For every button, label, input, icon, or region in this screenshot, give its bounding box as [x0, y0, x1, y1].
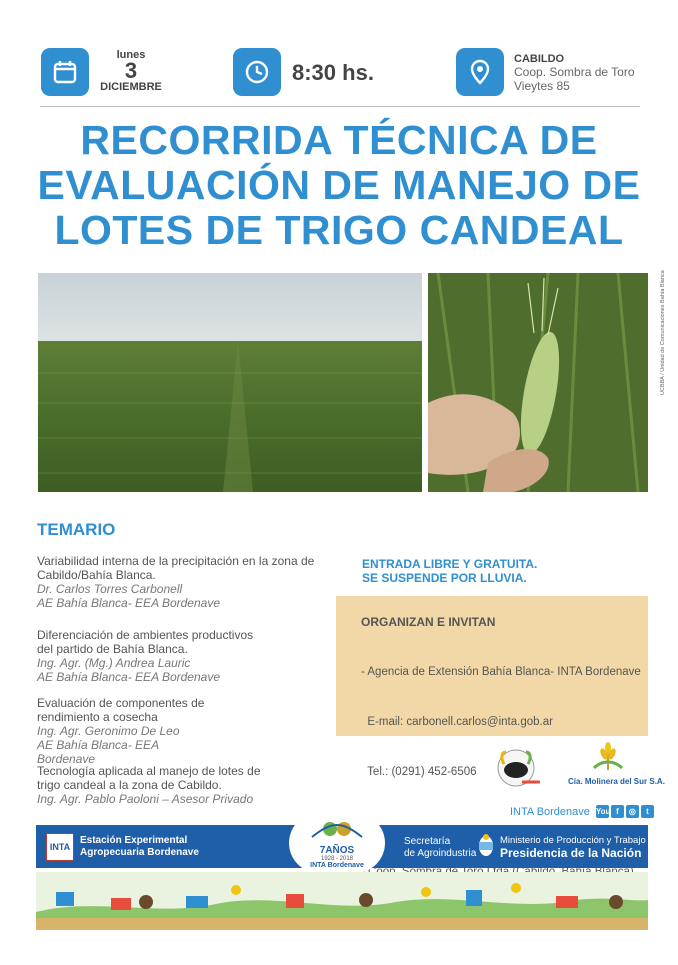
ministry-line-2: Presidencia de la Nación: [500, 846, 642, 860]
clock-icon: [233, 48, 281, 96]
topic-title: Variabilidad interna de la precipitación en la zona de Cabildo/Bahía Blanca.: [37, 554, 315, 582]
title-line-2: EVALUACIÓN DE MANEJO DE: [37, 162, 641, 208]
secretaria-line-1: Secretaría: [404, 836, 451, 847]
title-line-1: RECORRIDA TÉCNICA DE: [80, 117, 598, 163]
topic-speaker: Dr. Carlos Torres Carbonell: [37, 582, 183, 596]
topic-title: Diferenciación de ambientes productivos del partido de Bahía Blanca.: [37, 628, 254, 656]
topic-item: [37, 628, 267, 684]
organizers-box: [336, 596, 648, 778]
social-label: INTA Bordenave: [510, 805, 590, 818]
anniversary-logo: [289, 813, 385, 873]
title-line-3: LOTES DE TRIGO CANDEAL: [54, 207, 624, 253]
side-credit: UCBBA / Unidad de Comunicaciones Bahía Blanca: [660, 270, 666, 395]
station-line-1: Estación Experimental: [80, 835, 188, 846]
topic-item: [37, 764, 267, 806]
wheat-icon: [588, 742, 628, 772]
topic-affiliation: AE Bahía Blanca- EEA Bordenave: [37, 596, 220, 610]
instagram-icon[interactable]: ◎: [626, 805, 639, 818]
anniversary-label: AÑOS: [325, 845, 355, 856]
topic-speaker: Ing. Agr. (Mg.) Andrea Lauric: [37, 656, 191, 670]
station-name: [80, 835, 199, 859]
topic-item: [37, 696, 207, 766]
youtube-icon[interactable]: You: [595, 807, 611, 816]
molinera-logo: [568, 742, 665, 786]
inta-logo: INTA: [46, 833, 74, 861]
calendar-icon: [41, 48, 89, 96]
sombra-de-toro-logo: [492, 742, 544, 790]
topic-speaker: Ing. Agr. Geronimo De Leo: [37, 724, 180, 738]
anniversary-graphic: [302, 817, 372, 841]
anniversary-name: INTA Bordenave: [310, 862, 364, 869]
wheat-spike-photo: [428, 273, 648, 492]
twitter-icon[interactable]: t: [641, 805, 654, 818]
anniversary-title: [289, 846, 385, 856]
rural-illustration: [36, 872, 648, 930]
secretaria-line-2: de Agroindustria: [404, 848, 477, 859]
ministry-line-1: Ministerio de Producción y Trabajo: [500, 835, 646, 846]
date-day: 3: [124, 58, 138, 83]
topic-affiliation: AE Bahía Blanca- EEA Bordenave: [37, 738, 159, 766]
location-line2: Vieytes 85: [514, 79, 570, 93]
entry-info: [362, 557, 537, 585]
topic-title: Evaluación de componentes de rendimiento a cosecha: [37, 696, 205, 724]
entry-line-2: SE SUSPENDE POR LLUVIA.: [362, 571, 527, 585]
coat-of-arms-icon: [478, 832, 494, 858]
anniversary-number: 7: [319, 845, 326, 856]
topic-item: [37, 554, 327, 610]
organizer-line: - Agencia de Extensión Bahía Blanca- INTA Bordenave: [361, 666, 641, 678]
topic-affiliation: AE Bahía Blanca- EEA Bordenave: [37, 670, 220, 684]
temario-heading: TEMARIO: [37, 520, 116, 539]
date-weekday: lunes: [116, 49, 146, 61]
organizers-heading: ORGANIZAN E INVITAN: [361, 615, 496, 629]
event-time: 8:30 hs.: [292, 60, 374, 85]
page-title: [0, 118, 678, 253]
location-place: CABILDO: [514, 53, 565, 65]
social-links: [510, 805, 654, 818]
organizer-email: E-mail: carbonell.carlos@inta.gob.ar: [361, 716, 553, 728]
wheat-field-photo: [38, 273, 422, 492]
station-line-2: Agropecuaria Bordenave: [80, 847, 199, 858]
event-date: [96, 49, 166, 93]
entry-line-1: ENTRADA LIBRE Y GRATUITA.: [362, 557, 538, 571]
ministry-name: [500, 835, 646, 859]
anniversary-years: 1928 - 2018: [320, 856, 354, 862]
organizer-phone: Tel.: (0291) 452-6506: [361, 766, 477, 778]
facebook-icon[interactable]: f: [611, 805, 624, 818]
secretaria-name: [404, 836, 476, 860]
location-line1: Coop. Sombra de Toro: [514, 65, 635, 79]
date-month: DICIEMBRE: [100, 81, 162, 93]
topic-title: Tecnología aplicada al manejo de lotes de trigo candeal a la zona de Cabildo.: [37, 764, 261, 792]
molinera-name: Cía. Molinera del Sur S.A.: [568, 777, 665, 786]
event-location: [514, 53, 635, 93]
location-pin-icon: [456, 48, 504, 96]
header-divider: [40, 106, 640, 107]
topic-speaker: Ing. Agr. Pablo Paoloni – Asesor Privado: [37, 792, 254, 806]
